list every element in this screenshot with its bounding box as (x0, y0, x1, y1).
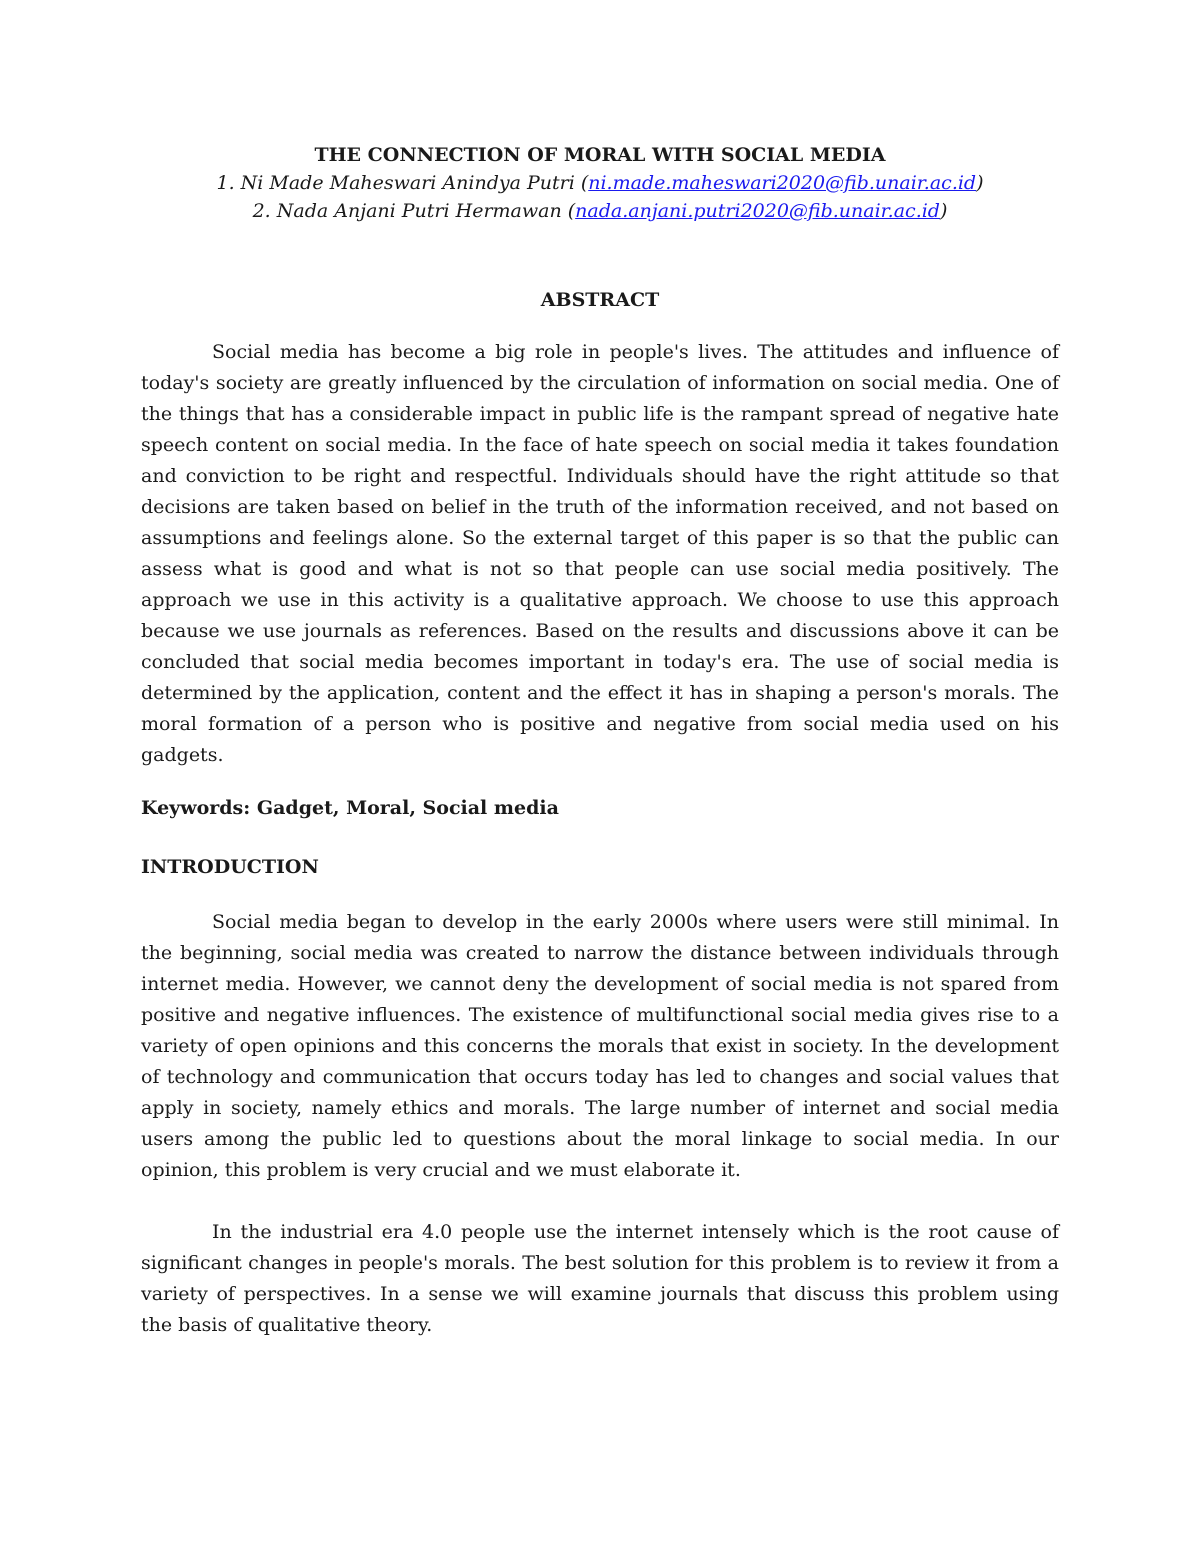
author-2-email-link[interactable]: nada.anjani.putri2020@fib.unair.ac.id (575, 200, 940, 222)
abstract-heading: ABSTRACT (540, 289, 660, 311)
abstract-paragraph: Social media has become a big role in people's lives. The attitudes and influence of today's society are greatly influenced by the circulation of information on social media. One of the things that has a considerable impact in public life is the rampant spread of negative hate speech content on social media. In the face of hate speech on social media it takes foundation and conviction to be right and respectful. Individuals should have the right attitude so that decisions are taken based on belief in the truth of the information received, and not based on assumptions and feelings alone. So the external target of this paper is so that the public can assess what is good and what is not so that people can use social media positively. The approach we use in this activity is a qualitative approach. We choose to use this approach because we use journals as references. Based on the results and discussions above it can be concluded that social media becomes important in today's era. The use of social media is determined by the application, content and the effect it has in shaping a person's morals. The moral formation of a person who is positive and negative from social media used on his gadgets. (141, 341, 1059, 766)
introduction-paragraph-1: Social media began to develop in the early 2000s where users were still minimal. In the beginning, social media was created to narrow the distance between individuals through internet media. However, we cannot deny the development of social media is not spared from positive and negative influences. The existence of multifunctional social media gives rise to a variety of open opinions and this concerns the morals that exist in society. In the development of technology and communication that occurs today has led to changes and social values that apply in society, namely ethics and morals. The large number of internet and social media users among the public led to questions about the moral linkage to social media. In our opinion, this problem is very crucial and we must elaborate it. (141, 911, 1059, 1181)
author-1-close: ) (976, 172, 984, 194)
author-2-close: ) (939, 200, 948, 222)
author-1-name: 1. Ni Made Maheswari Anindya Putri ( (216, 172, 589, 194)
author-1-email-link[interactable]: ni.made.maheswari2020@fib.unair.ac.id (588, 172, 977, 194)
introduction-paragraph-2: In the industrial era 4.0 people use the internet intensely which is the root cause of significant changes in people's morals. The best solution for this problem is to review it from a variety of perspectives. In a sense we will examine journals that discuss this problem using the basis of qualitative theory. (141, 1221, 1059, 1336)
introduction-heading: INTRODUCTION (141, 856, 319, 878)
author-2-name: 2. Nada Anjani Putri Hermawan ( (252, 200, 576, 222)
paper-title: THE CONNECTION OF MORAL WITH SOCIAL MEDIA (314, 144, 886, 166)
author-line-1 (141, 169, 1059, 197)
author-line-2 (141, 197, 1059, 225)
keywords-line: Keywords: Gadget, Moral, Social media (141, 797, 559, 819)
document-page (141, 141, 1059, 1341)
